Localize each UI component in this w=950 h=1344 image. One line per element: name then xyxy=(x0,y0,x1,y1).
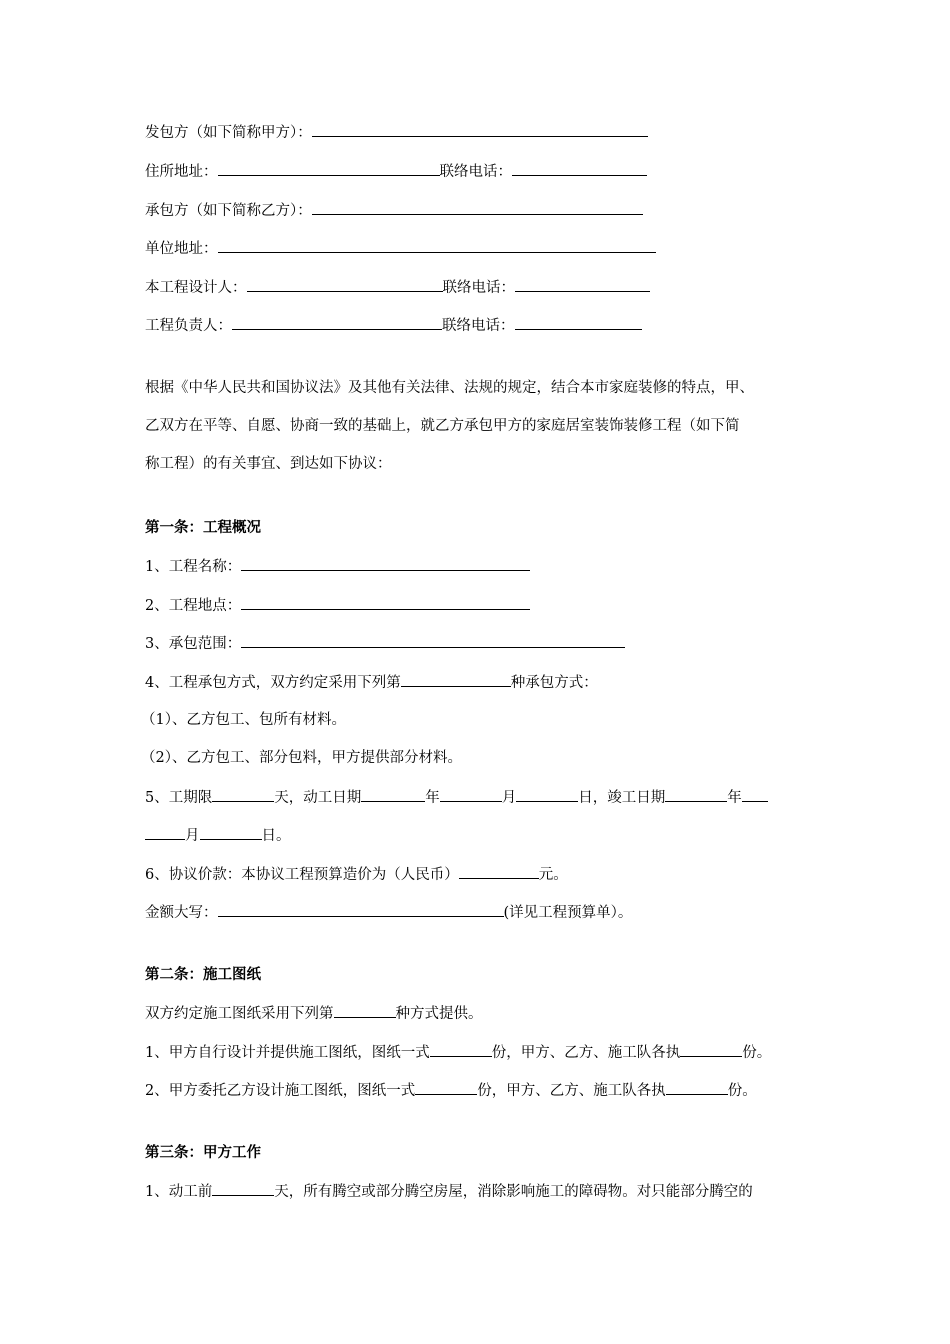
drawing-item-1-suffix: 份。 xyxy=(742,1045,772,1061)
drawing-item-2-label: 2、甲方委托乙方设计施工图纸，图纸一式 xyxy=(145,1083,416,1099)
drawing-method-line xyxy=(145,1003,483,1024)
project-location-label: 2、工程地点： xyxy=(145,598,242,614)
drawing-item-1 xyxy=(145,1042,771,1063)
article3-heading: 第三条：甲方工作 xyxy=(145,1144,261,1161)
manager-phone-field[interactable] xyxy=(515,315,642,330)
amount-field[interactable] xyxy=(218,902,504,917)
end-day-label: 日。 xyxy=(261,828,291,844)
unit-address-field[interactable] xyxy=(218,238,656,253)
end-day-field[interactable] xyxy=(200,825,262,840)
address-field[interactable] xyxy=(218,161,440,176)
drawing-item-1-copies-field[interactable] xyxy=(430,1042,492,1057)
price-line xyxy=(145,864,568,885)
employer-work-item-1 xyxy=(145,1181,753,1202)
drawing-item-2-each-label: 份，甲方、乙方、施工队各执 xyxy=(477,1083,666,1099)
designer-label: 本工程设计人： xyxy=(145,280,247,296)
drawing-item-2-each-field[interactable] xyxy=(666,1080,728,1095)
preamble-line-2: 乙双方在平等、自愿、协商一致的基础上，就乙方承包甲方的家庭居室装饰装修工程（如下简 xyxy=(145,418,740,434)
scope-field[interactable] xyxy=(241,633,625,648)
employer-line xyxy=(145,122,648,143)
phone-field[interactable] xyxy=(512,161,647,176)
contractor-label: 承包方（如下简称乙方）： xyxy=(145,203,312,219)
contractor-field[interactable] xyxy=(312,200,643,215)
end-month-field-part1[interactable] xyxy=(742,787,768,802)
manager-phone-label: 联络电话： xyxy=(442,318,515,334)
employer-work-item-1-label: 1、动工前 xyxy=(145,1184,213,1200)
employer-label: 发包方（如下简称甲方）： xyxy=(145,125,312,141)
scope-line xyxy=(145,633,625,654)
drawing-item-1-each-label: 份，甲方、乙方、施工队各执 xyxy=(491,1045,681,1061)
contract-mode-field[interactable] xyxy=(401,672,511,687)
project-name-field[interactable] xyxy=(241,556,530,571)
price-field[interactable] xyxy=(459,864,539,879)
designer-phone-field[interactable] xyxy=(515,277,650,292)
duration-days-field[interactable] xyxy=(212,787,274,802)
start-year-field[interactable] xyxy=(361,787,425,802)
amount-line xyxy=(145,902,632,923)
unit-address-line xyxy=(145,238,656,259)
drawing-item-1-each-field[interactable] xyxy=(680,1042,742,1057)
employer-field[interactable] xyxy=(312,122,648,137)
drawing-method-label: 双方约定施工图纸采用下列第 xyxy=(145,1006,334,1022)
price-unit: 元。 xyxy=(538,867,568,883)
option-2: （2）、乙方包工、部分包料，甲方提供部分材料。 xyxy=(141,750,462,766)
unit-address-label: 单位地址： xyxy=(145,241,218,257)
drawing-item-2-suffix: 份。 xyxy=(727,1083,757,1099)
phone-label: 联络电话： xyxy=(439,164,512,180)
drawing-item-2 xyxy=(145,1080,757,1101)
contractor-line xyxy=(145,200,643,221)
period-label: 5、工期限 xyxy=(145,790,213,806)
start-day-field[interactable] xyxy=(516,787,578,802)
address-line xyxy=(145,161,647,182)
start-date-label: 天，动工日期 xyxy=(274,790,362,806)
address-label: 住所地址： xyxy=(145,164,218,180)
preamble-line-3: 称工程）的有关事宜、到达如下协议： xyxy=(145,456,392,472)
drawing-method-field[interactable] xyxy=(334,1003,396,1018)
manager-field[interactable] xyxy=(232,315,442,330)
amount-label: 金额大写： xyxy=(145,905,218,921)
end-date-label: 日，竣工日期 xyxy=(578,790,666,806)
end-month-field-part2[interactable] xyxy=(145,825,185,840)
end-year-label: 年 xyxy=(727,790,742,806)
period-line-2 xyxy=(145,825,291,846)
drawing-item-2-copies-field[interactable] xyxy=(415,1080,477,1095)
scope-label: 3、承包范围： xyxy=(145,636,242,652)
designer-phone-label: 联络电话： xyxy=(442,280,515,296)
employer-work-item-1-text: 天，所有腾空或部分腾空房屋，消除影响施工的障碍物。对只能部分腾空的 xyxy=(274,1184,753,1200)
designer-field[interactable] xyxy=(247,277,443,292)
project-name-line xyxy=(145,556,530,577)
drawing-method-suffix: 种方式提供。 xyxy=(395,1006,483,1022)
project-location-field[interactable] xyxy=(241,595,530,610)
amount-note: (详见工程预算单）。 xyxy=(503,905,633,921)
contract-mode-line xyxy=(145,672,598,693)
drawing-item-1-label: 1、甲方自行设计并提供施工图纸，图纸一式 xyxy=(145,1045,430,1061)
start-month-label: 月 xyxy=(501,790,517,806)
preamble-line-1: 根据《中华人民共和国协议法》及其他有关法律、法规的规定，结合本市家庭装修的特点，甲、 xyxy=(145,380,754,396)
start-year-label: 年 xyxy=(425,790,440,806)
option-1: （1）、乙方包工、包所有材料。 xyxy=(141,712,346,728)
project-name-label: 1、工程名称： xyxy=(145,559,242,575)
price-label: 6、协议价款：本协议工程预算造价为（人民币） xyxy=(145,867,459,883)
start-month-field[interactable] xyxy=(440,787,502,802)
period-line xyxy=(145,787,768,808)
designer-line xyxy=(145,277,650,298)
contract-mode-label: 4、工程承包方式，双方约定采用下列第 xyxy=(145,675,401,691)
employer-work-days-field[interactable] xyxy=(212,1181,274,1196)
article1-heading: 第一条：工程概况 xyxy=(145,519,261,536)
project-location-line xyxy=(145,595,530,616)
contract-mode-suffix: 种承包方式： xyxy=(510,675,598,691)
end-month-label: 月 xyxy=(185,828,200,844)
article2-heading: 第二条：施工图纸 xyxy=(145,966,261,983)
manager-line xyxy=(145,315,642,336)
end-year-field[interactable] xyxy=(665,787,727,802)
manager-label: 工程负责人： xyxy=(145,318,232,334)
